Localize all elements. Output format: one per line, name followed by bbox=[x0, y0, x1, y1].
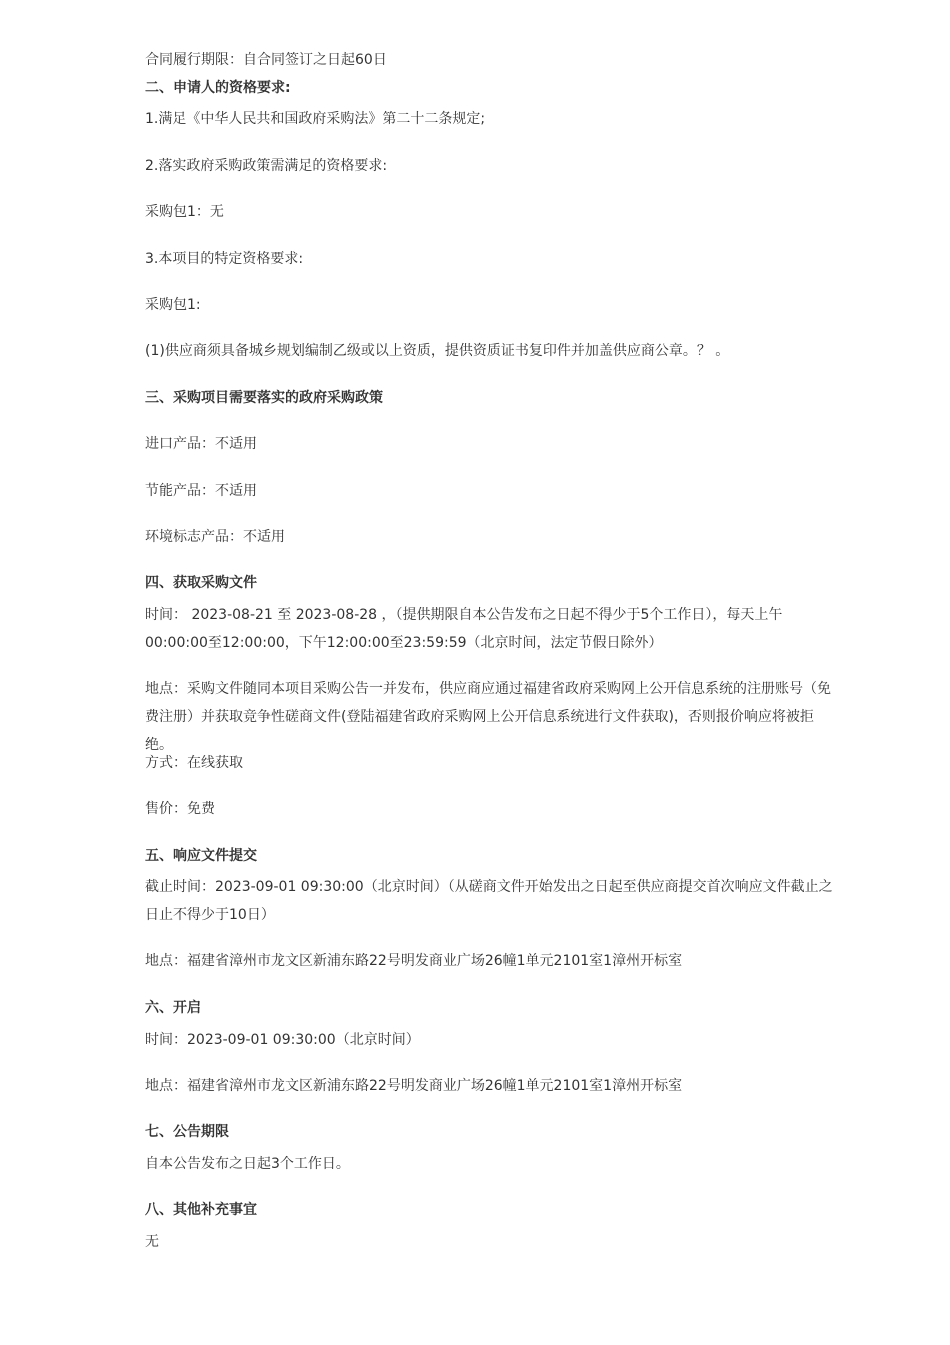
package-1-label: 采购包1: bbox=[145, 297, 201, 313]
contract-term: 合同履行期限：自合同签订之日起60日 bbox=[145, 52, 387, 68]
qualification-item-1: 1.满足《中华人民共和国政府采购法》第二十二条规定; bbox=[145, 111, 486, 127]
obtain-method: 方式：在线获取 bbox=[145, 755, 243, 771]
notice-period-text: 自本公告发布之日起3个工作日。 bbox=[145, 1156, 350, 1172]
policy-environmental-products: 环境标志产品：不适用 bbox=[145, 529, 285, 545]
submission-deadline: 截止时间：2023-09-01 09:30:00（北京时间）（从磋商文件开始发出之日起至供应商提交首次响应文件截止之日止不得少于10日） bbox=[145, 879, 833, 923]
policy-import-products: 进口产品：不适用 bbox=[145, 436, 257, 452]
package-1-requirement: (1)供应商须具备城乡规划编制乙级或以上资质，提供资质证书复印件并加盖供应商公章。？ 。 bbox=[145, 343, 730, 359]
qualification-item-3: 3.本项目的特定资格要求: bbox=[145, 251, 304, 267]
obtain-place: 地点：采购文件随同本项目采购公告一并发布，供应商应通过福建省政府采购网上公开信息系统的注册账号（免费注册）并获取竞争性磋商文件(登陆福建省政府采购网上公开信息系统进行文件获取)，否则报价响应将被拒绝。 bbox=[145, 681, 831, 753]
obtain-time: 时间： 2023-08-21 至 2023-08-28 ，（提供期限自本公告发布之日起不得少于5个工作日），每天上午00:00:00至12:00:00，下午12:00:00至23:59:59（北京时间，法定节假日除外） bbox=[145, 607, 783, 651]
section-heading-notice-period: 七、公告期限 bbox=[145, 1124, 229, 1140]
section-heading-qualifications: 二、申请人的资格要求: bbox=[145, 80, 291, 96]
policy-energy-products: 节能产品：不适用 bbox=[145, 483, 257, 499]
section-heading-opening: 六、开启 bbox=[145, 1000, 201, 1016]
opening-time: 时间：2023-09-01 09:30:00（北京时间） bbox=[145, 1032, 420, 1048]
package-1-policy: 采购包1：无 bbox=[145, 204, 224, 220]
opening-place: 地点：福建省漳州市龙文区新浦东路22号明发商业广场26幢1单元2101室1漳州开标室 bbox=[145, 1078, 683, 1094]
section-heading-submission: 五、响应文件提交 bbox=[145, 848, 257, 864]
obtain-price: 售价：免费 bbox=[145, 801, 215, 817]
other-matters-text: 无 bbox=[145, 1234, 159, 1250]
qualification-item-2: 2.落实政府采购政策需满足的资格要求: bbox=[145, 158, 388, 174]
section-heading-other-matters: 八、其他补充事宜 bbox=[145, 1202, 257, 1218]
section-heading-obtain-documents: 四、获取采购文件 bbox=[145, 575, 257, 591]
section-heading-policies: 三、采购项目需要落实的政府采购政策 bbox=[145, 390, 383, 406]
submission-place: 地点：福建省漳州市龙文区新浦东路22号明发商业广场26幢1单元2101室1漳州开标室 bbox=[145, 953, 683, 969]
